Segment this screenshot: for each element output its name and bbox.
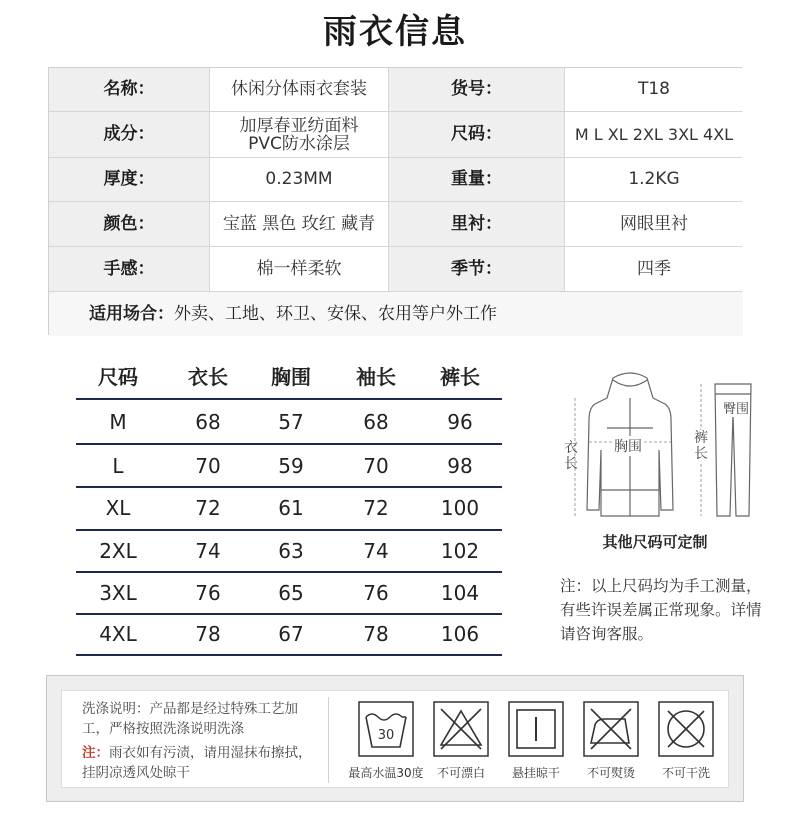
season-label: 季节： (389, 247, 564, 291)
diagram-caption: 其他尺码可定制 (602, 533, 708, 551)
material-value (209, 112, 389, 157)
no-iron-label: 不可熨烫 (586, 766, 635, 780)
no-dry-clean-icon (658, 701, 714, 757)
cell-size: 4XL (99, 622, 137, 646)
header-pants-length: 裤长 (440, 364, 480, 389)
spec-row (49, 112, 741, 158)
care-panel (46, 675, 744, 802)
no-dry-clean-label: 不可干洗 (661, 766, 710, 780)
cell-pants-length: 102 (440, 539, 480, 563)
no-iron-icon (583, 701, 639, 757)
material-line-2: PVC防水涂层 (248, 133, 350, 154)
spec-row (49, 68, 741, 112)
header-size: 尺码 (98, 364, 138, 389)
diagram-label-chest: 胸围 (614, 436, 642, 456)
season-value: 四季 (564, 247, 743, 291)
cell-chest: 57 (278, 410, 304, 434)
cell-sleeve: 72 (363, 496, 389, 520)
cell-pants-length: 106 (440, 622, 480, 646)
cell-length: 76 (195, 581, 221, 605)
care-inner (61, 690, 729, 788)
hang-dry-icon (508, 701, 564, 757)
cell-pants-length: 98 (447, 454, 473, 478)
header-length: 衣长 (188, 364, 228, 389)
table-row (76, 487, 502, 529)
diagram-label-length: 衣长 (564, 440, 578, 472)
usage-label: 适用场合： (89, 303, 174, 324)
name-label: 名称： (49, 68, 209, 111)
table-row (76, 572, 502, 614)
wash-temp-text: 30 (377, 728, 395, 743)
cell-sleeve: 70 (363, 454, 389, 478)
cell-chest: 67 (278, 622, 304, 646)
wash-30-icon (358, 701, 414, 757)
cell-length: 78 (195, 622, 221, 646)
material-label: 成分： (49, 112, 209, 157)
care-divider (328, 697, 329, 783)
care-note-text: 雨衣如有污渍，请用湿抹布擦拭，挂阴凉透风处晾干 (82, 745, 312, 781)
color-label: 颜色： (49, 202, 209, 246)
cell-length: 70 (195, 454, 221, 478)
cell-sleeve: 74 (363, 539, 389, 563)
material-line-1: 加厚春亚纺面料 (239, 115, 359, 136)
care-text (82, 699, 312, 783)
cell-size: L (112, 454, 124, 478)
thickness-label: 厚度： (49, 158, 209, 201)
cell-size: 2XL (99, 539, 137, 563)
cell-length: 72 (195, 496, 221, 520)
spec-row (49, 158, 741, 202)
jacket-hood (613, 380, 647, 386)
table-row (76, 401, 502, 443)
measurement-note: 注：以上尺码均为手工测量，有些许误差属正常现象。详情请咨询客服。 (560, 577, 762, 643)
usage-value: 外卖、工地、环卫、安保、农用等户外工作 (174, 303, 497, 324)
spec-row (49, 247, 741, 292)
cell-length: 68 (195, 410, 221, 434)
cell-chest: 65 (278, 581, 304, 605)
cell-chest: 61 (278, 496, 304, 520)
cell-sleeve: 78 (363, 622, 389, 646)
care-note-prefix: 注： (82, 745, 109, 761)
no-bleach-icon (433, 701, 489, 757)
feel-label: 手感： (49, 247, 209, 291)
care-main-text: 洗涤说明：产品都是经过特殊工艺加工，严格按照洗涤说明洗涤 (82, 701, 298, 737)
weight-value: 1.2KG (564, 158, 743, 201)
hang-dry-label: 悬挂晾干 (511, 766, 560, 780)
size-value: M L XL 2XL 3XL 4XL (564, 112, 743, 157)
diagram-label-pants-length: 裤长 (694, 430, 708, 462)
table-row (76, 613, 502, 655)
spec-row (49, 202, 741, 247)
spec-table (48, 67, 742, 335)
wash-30-label: 最高水温30度 (348, 766, 424, 780)
size-table-header (76, 354, 502, 396)
header-sleeve: 袖长 (356, 364, 396, 389)
feel-value: 棉一样柔软 (209, 247, 389, 291)
name-value: 休闲分体雨衣套装 (209, 68, 389, 111)
cell-length: 74 (195, 539, 221, 563)
lining-label: 里衬： (389, 202, 564, 246)
cell-sleeve: 68 (363, 410, 389, 434)
cell-chest: 63 (278, 539, 304, 563)
size-label: 尺码： (389, 112, 564, 157)
row-divider (76, 654, 502, 656)
cell-pants-length: 100 (440, 496, 480, 520)
sku-value: T18 (564, 68, 743, 111)
cell-pants-length: 96 (447, 410, 473, 434)
table-row (76, 445, 502, 487)
lining-value: 网眼里衬 (564, 202, 743, 246)
diagram-label-hip: 臀围 (723, 398, 749, 417)
cell-pants-length: 104 (440, 581, 480, 605)
cell-size: 3XL (99, 581, 137, 605)
page-title: 雨衣信息 (323, 12, 467, 52)
thickness-value: 0.23MM (209, 158, 389, 201)
spec-row (49, 292, 741, 336)
cell-size: XL (105, 496, 131, 520)
cell-size: M (109, 410, 127, 434)
sku-label: 货号： (389, 68, 564, 111)
cell-chest: 59 (278, 454, 304, 478)
care-note (82, 743, 312, 783)
cell-sleeve: 76 (363, 581, 389, 605)
usage-row (49, 292, 743, 336)
garment-diagram (555, 370, 755, 530)
color-value: 宝蓝 黑色 玫红 藏青 (209, 202, 389, 246)
header-chest: 胸围 (271, 364, 311, 389)
row-divider (76, 398, 502, 400)
weight-label: 重量： (389, 158, 564, 201)
table-row (76, 530, 502, 572)
no-bleach-label: 不可漂白 (436, 766, 485, 780)
